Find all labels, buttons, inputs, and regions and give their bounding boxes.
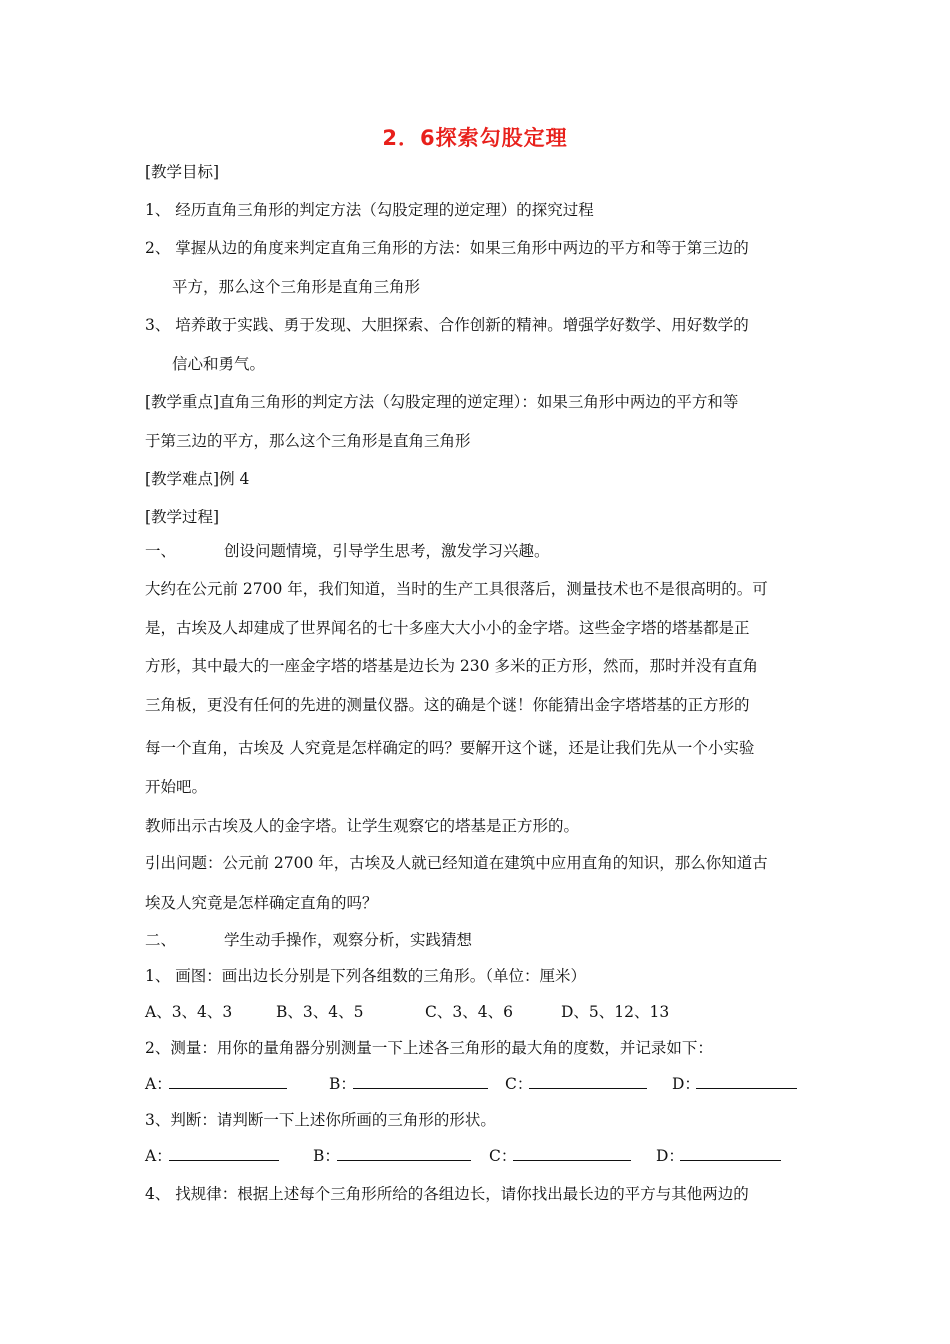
- goal-item-2-cont: 平方，那么这个三角形是直角三角形: [172, 278, 421, 296]
- measure-label-d: D：: [672, 1075, 700, 1093]
- key-points: [教学重点]直角三角形的判定方法（勾股定理的逆定理）：如果三角形中两边的平方和等: [145, 393, 739, 411]
- judge-blank-c[interactable]: [513, 1146, 631, 1161]
- goals-heading: [教学目标]: [145, 163, 220, 181]
- story-line: 大约在公元前 2700 年，我们知道，当时的生产工具很落后，测量技术也不是很高明的。可: [145, 580, 768, 598]
- step-4: 4、 找规律：根据上述每个三角形所给的各组边长，请你找出最长边的平方与其他两边的: [145, 1185, 749, 1203]
- measure-label-b: B：: [329, 1075, 356, 1093]
- options-row: [145, 1002, 805, 1022]
- goal-item-2: 2、 掌握从边的角度来判定直角三角形的方法：如果三角形中两边的平方和等于第三边的: [145, 239, 749, 257]
- option-b: B、3、4、5: [276, 1003, 364, 1021]
- teacher-note: 教师出示古埃及人的金字塔。让学生观察它的塔基是正方形的。: [145, 817, 580, 835]
- judge-label-d: D：: [656, 1147, 684, 1165]
- section-2-heading: [145, 930, 472, 950]
- measure-label-c: C：: [505, 1075, 533, 1093]
- section-2-text: 学生动手操作，观察分析，实践猜想: [224, 931, 473, 949]
- measure-blank-d[interactable]: [696, 1074, 797, 1089]
- goal-item-3: 3、 培养敢于实践、勇于发现、大胆探索、合作创新的精神。增强学好数学、用好数学的: [145, 316, 749, 334]
- judge-blank-a[interactable]: [169, 1146, 279, 1161]
- difficulty: [教学难点]例 4: [145, 470, 250, 488]
- measure-blank-c[interactable]: [529, 1074, 647, 1089]
- step-1: 1、 画图：画出边长分别是下列各组数的三角形。（单位：厘米）: [145, 967, 587, 985]
- judge-label-c: C：: [489, 1147, 517, 1165]
- step-3: 3、判断：请判断一下上述你所画的三角形的形状。: [145, 1111, 496, 1129]
- section-1-number: 一、: [145, 542, 177, 560]
- option-c: C、3、4、6: [425, 1003, 513, 1021]
- judge-answer-row: [145, 1146, 825, 1166]
- option-d: D、5、12、13: [561, 1003, 670, 1021]
- story-line: 开始吧。: [145, 778, 208, 796]
- key-points-cont: 于第三边的平方，那么这个三角形是直角三角形: [145, 432, 471, 450]
- story-line: 每一个直角，古埃及 人究竟是怎样确定的吗？要解开这个谜，还是让我们先从一个小实验: [145, 739, 755, 757]
- step-2: 2、测量：用你的量角器分别测量一下上述各三角形的最大角的度数，并记录如下：: [145, 1039, 713, 1057]
- story-line: 三角板，更没有任何的先进的测量仪器。这的确是个谜！你能猜出金字塔塔基的正方形的: [145, 696, 750, 714]
- page-title: 2．6探索勾股定理: [382, 126, 568, 150]
- judge-label-a: A：: [145, 1147, 172, 1165]
- goal-item-1: 1、 经历直角三角形的判定方法（勾股定理的逆定理）的探究过程: [145, 201, 594, 219]
- section-2-number: 二、: [145, 931, 177, 949]
- judge-blank-d[interactable]: [680, 1146, 781, 1161]
- option-a: A、3、4、3: [145, 1003, 233, 1021]
- process-heading: [教学过程]: [145, 508, 220, 526]
- measure-blank-b[interactable]: [353, 1074, 488, 1089]
- story-line: 是，古埃及人却建成了世界闻名的七十多座大大小小的金字塔。这些金字塔的塔基都是正: [145, 619, 750, 637]
- judge-label-b: B：: [313, 1147, 340, 1165]
- measure-blank-a[interactable]: [169, 1074, 287, 1089]
- question-line: 引出问题：公元前 2700 年，古埃及人就已经知道在建筑中应用直角的知识，那么你知道古: [145, 854, 768, 872]
- judge-blank-b[interactable]: [337, 1146, 471, 1161]
- section-1-text: 创设问题情境，引导学生思考，激发学习兴趣。: [224, 542, 550, 560]
- measure-answer-row: [145, 1074, 825, 1094]
- story-line: 方形，其中最大的一座金字塔的塔基是边长为 230 多米的正方形，然而，那时并没有直角: [145, 657, 758, 675]
- measure-label-a: A：: [145, 1075, 172, 1093]
- section-1-heading: [145, 541, 550, 561]
- goal-item-3-cont: 信心和勇气。: [172, 355, 266, 373]
- question-line: 埃及人究竟是怎样确定直角的吗？: [145, 894, 378, 912]
